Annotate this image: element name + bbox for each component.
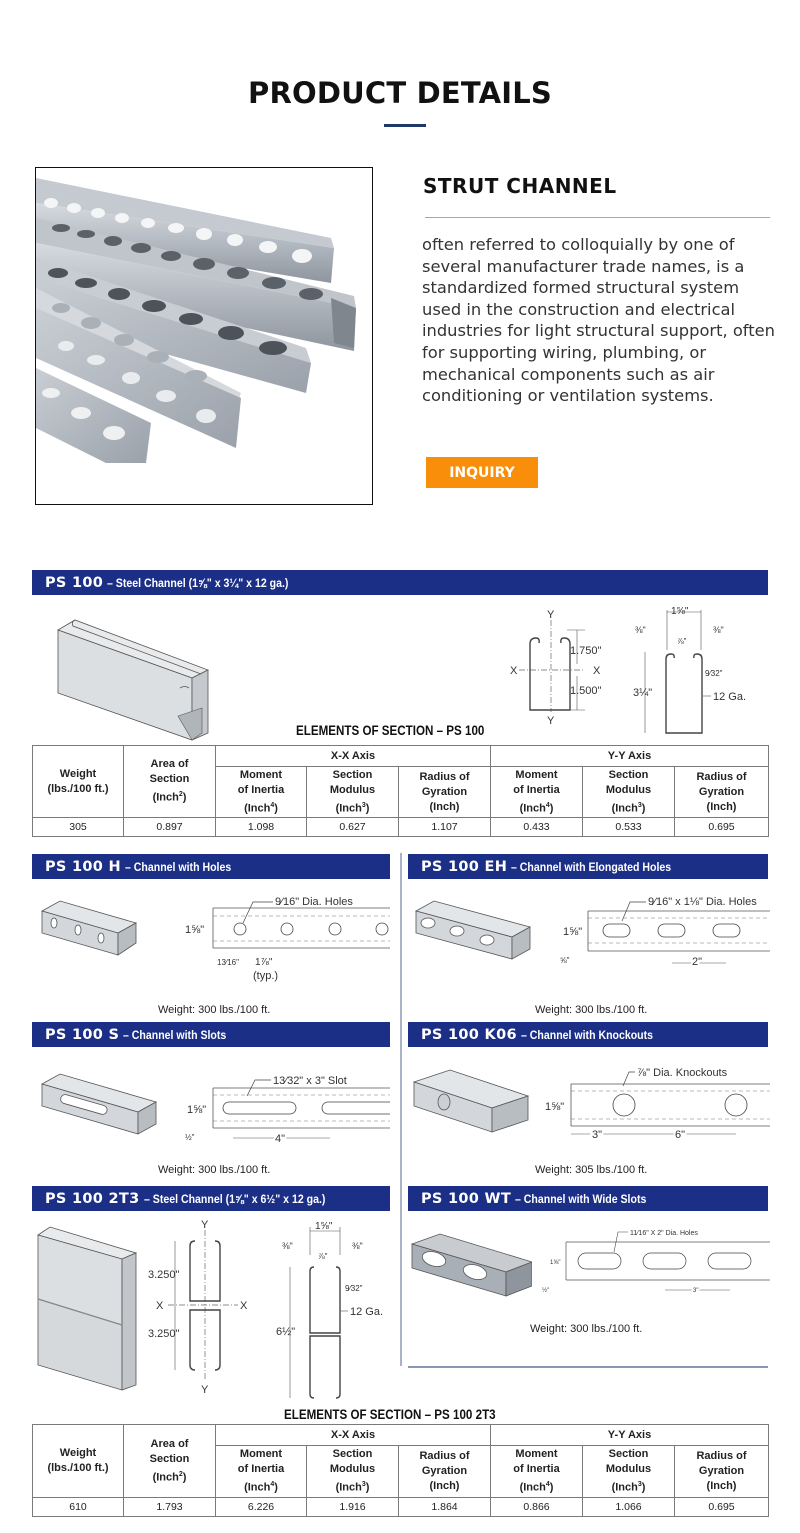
svg-text:1⅝": 1⅝" (671, 606, 689, 617)
ps100-desc: – Steel Channel (1⅝" x 3¼" x 12 ga.) (107, 575, 289, 590)
svg-text:4": 4" (275, 1133, 286, 1145)
product-name: STRUT CHANNEL (423, 174, 617, 198)
svg-text:11⁄16" X 2" Dia. Holes: 11⁄16" X 2" Dia. Holes (630, 1230, 698, 1237)
svg-text:1.500": 1.500" (570, 685, 602, 697)
col-yy-modulus: Section Modulus (Inch$^3$) (583, 767, 675, 818)
svg-text:Y: Y (201, 1384, 209, 1396)
svg-text:Y: Y (547, 715, 555, 727)
ps100-channel-drawing-icon (50, 608, 210, 743)
ps100-elements-table (32, 745, 769, 837)
svg-text:⅜": ⅜" (282, 1241, 293, 1251)
ps100k06-knockout-pattern-diagram (545, 1066, 770, 1148)
svg-text:1⅝": 1⅝" (545, 1101, 565, 1113)
ps100h-header-band: PS 100 H – Channel with Holes (32, 854, 390, 879)
svg-text:⅞" Dia. Knockouts: ⅞" Dia. Knockouts (637, 1067, 728, 1079)
table-row: 610 1.793 6.226 1.916 1.864 0.866 1.066 0.695 (33, 1498, 769, 1517)
col-group-xx: X-X Axis (216, 746, 491, 767)
svg-text:1⅞": 1⅞" (255, 957, 273, 968)
svg-text:Y: Y (547, 609, 555, 621)
svg-text:1⅝": 1⅝" (185, 924, 205, 936)
ps100eh-header-band: PS 100 EH – Channel with Elongated Holes (408, 854, 768, 879)
svg-text:⅜": ⅜" (713, 625, 724, 635)
svg-text:3¼": 3¼" (633, 687, 653, 699)
inquiry-button[interactable]: INQUIRY (426, 457, 538, 488)
ps100-2t3-section-heading: ELEMENTS OF SECTION – PS 100 2T3 (284, 1407, 496, 1422)
table-row: 305 0.897 1.098 0.627 1.107 0.433 0.533 0.695 (33, 818, 769, 837)
svg-text:1⅝": 1⅝" (563, 926, 583, 938)
svg-text:9⁄16" Dia. Holes: 9⁄16" Dia. Holes (275, 896, 353, 908)
svg-text:⅞": ⅞" (318, 1252, 328, 1261)
ps100-header-band (32, 570, 768, 595)
product-description: often referred to colloquially by one of several manufacturer trade names, is a standardized formed structural system used in the construction and electrical industries for light structural support, often for supporting wiring, plumbing, or mechanical components such as air conditioning or ventilation systems. (422, 235, 775, 406)
svg-text:⅜": ⅜" (635, 625, 646, 635)
ps100wt-header-band: PS 100 WT – Channel with Wide Slots (408, 1186, 768, 1211)
col-group-yy: Y-Y Axis (491, 746, 769, 767)
ps100h-channel-drawing-icon (38, 893, 138, 963)
col-weight: Weight (lbs./100 ft.) (33, 746, 124, 818)
svg-text:6": 6" (675, 1129, 686, 1141)
ps100-cross-section-diagram (505, 600, 770, 735)
ps100wt-channel-drawing-icon (410, 1230, 532, 1300)
col-yy-radius: Radius of Gyration (Inch) (675, 767, 769, 818)
svg-text:⅜": ⅜" (352, 1241, 363, 1251)
svg-text:13⁄32" x 3" Slot: 13⁄32" x 3" Slot (273, 1075, 347, 1087)
svg-text:⅞": ⅞" (677, 637, 687, 646)
svg-text:3": 3" (693, 1288, 699, 1294)
svg-text:13⁄16": 13⁄16" (217, 958, 239, 967)
svg-text:3": 3" (592, 1129, 603, 1141)
svg-text:9⁄32": 9⁄32" (705, 669, 723, 678)
svg-text:3.250": 3.250" (148, 1328, 180, 1340)
col-area: Area of Section (Inch$^2$) (124, 746, 216, 818)
svg-text:X: X (510, 665, 518, 677)
product-divider (425, 217, 770, 218)
ps100s-header-band: PS 100 S – Channel with Slots (32, 1022, 390, 1047)
col-xx-radius: Radius of Gyration (Inch) (399, 767, 491, 818)
ps100k06-header-band: PS 100 K06 – Channel with Knockouts (408, 1022, 768, 1047)
ps100s-weight: Weight: 300 lbs./100 ft. (158, 1164, 271, 1176)
col-yy-moment: Moment of Inertia (Inch$^4$) (491, 767, 583, 818)
ps100eh-hole-pattern-diagram (560, 893, 770, 973)
svg-text:1⅝": 1⅝" (187, 1104, 207, 1116)
wt-bottom-divider (408, 1366, 768, 1368)
ps100k06-channel-drawing-icon (410, 1066, 530, 1136)
svg-text:1⅝": 1⅝" (315, 1221, 333, 1232)
product-photo (35, 167, 373, 505)
ps100h-weight: Weight: 300 lbs./100 ft. (158, 1004, 271, 1016)
ps100wt-weight: Weight: 300 lbs./100 ft. (530, 1323, 643, 1335)
svg-text:2": 2" (692, 956, 703, 968)
svg-text:X: X (156, 1300, 164, 1312)
svg-text:½": ½" (185, 1133, 195, 1142)
ps100k06-weight: Weight: 305 lbs./100 ft. (535, 1164, 648, 1176)
ps100eh-weight: Weight: 300 lbs./100 ft. (535, 1004, 648, 1016)
svg-text:⅝": ⅝" (560, 956, 570, 965)
svg-text:Y: Y (201, 1219, 209, 1231)
svg-text:X: X (240, 1300, 248, 1312)
svg-text:12 Ga.: 12 Ga. (350, 1306, 384, 1318)
svg-text:6½": 6½" (276, 1326, 296, 1338)
ps100-2t3-elements-table: Weight (lbs./100 ft.) Area of Section (Inch$^2$) X-X Axis Y-Y Axis Moment of Inertia (Inch$^4$) Section Modulus (Inch$^3$) Radius of Gyration (Inch) Moment of Inertia (Inch$^4$) Section Modulus (Inch$^3$) Radius of Gyration (Inch) 610 1.793 6.226 1.916 1.864 0.866 1.066 0.695 (32, 1424, 769, 1517)
col-xx-modulus: Section Modulus (Inch$^3$) (307, 767, 399, 818)
ps100-2t3-cross-section-diagram (140, 1215, 395, 1400)
svg-text:1.750": 1.750" (570, 645, 602, 657)
svg-text:1⅝": 1⅝" (550, 1260, 561, 1266)
ps100wt-slot-pattern-diagram (540, 1222, 770, 1302)
svg-text:X: X (593, 665, 601, 677)
svg-text:3.250": 3.250" (148, 1269, 180, 1281)
col-xx-moment: Moment of Inertia (Inch$^4$) (216, 767, 307, 818)
ps100s-slot-pattern-diagram (185, 1070, 390, 1150)
svg-text:½": ½" (542, 1288, 550, 1294)
strut-channel-photo-icon (36, 168, 373, 505)
ps100h-hole-pattern-diagram (185, 893, 390, 985)
svg-text:12 Ga.: 12 Ga. (713, 691, 747, 703)
ps100-section-heading: ELEMENTS OF SECTION – PS 100 (296, 723, 485, 738)
svg-text:9⁄32": 9⁄32" (345, 1284, 363, 1293)
ps100-2t3-header-band: PS 100 2T3 – Steel Channel (1⅝" x 6½" x 12 ga.) (32, 1186, 390, 1211)
ps100eh-channel-drawing-icon (412, 893, 532, 963)
svg-text:(typ.): (typ.) (253, 970, 279, 982)
title-underline (384, 124, 426, 127)
ps100-code: PS 100 (45, 574, 104, 591)
page-title: PRODUCT DETAILS (247, 76, 553, 110)
column-divider (400, 853, 402, 1366)
ps100-2t3-channel-drawing-icon (36, 1215, 156, 1395)
ps100s-channel-drawing-icon (38, 1070, 158, 1140)
svg-text:9⁄16" x 1⅛" Dia. Holes: 9⁄16" x 1⅛" Dia. Holes (648, 896, 757, 908)
